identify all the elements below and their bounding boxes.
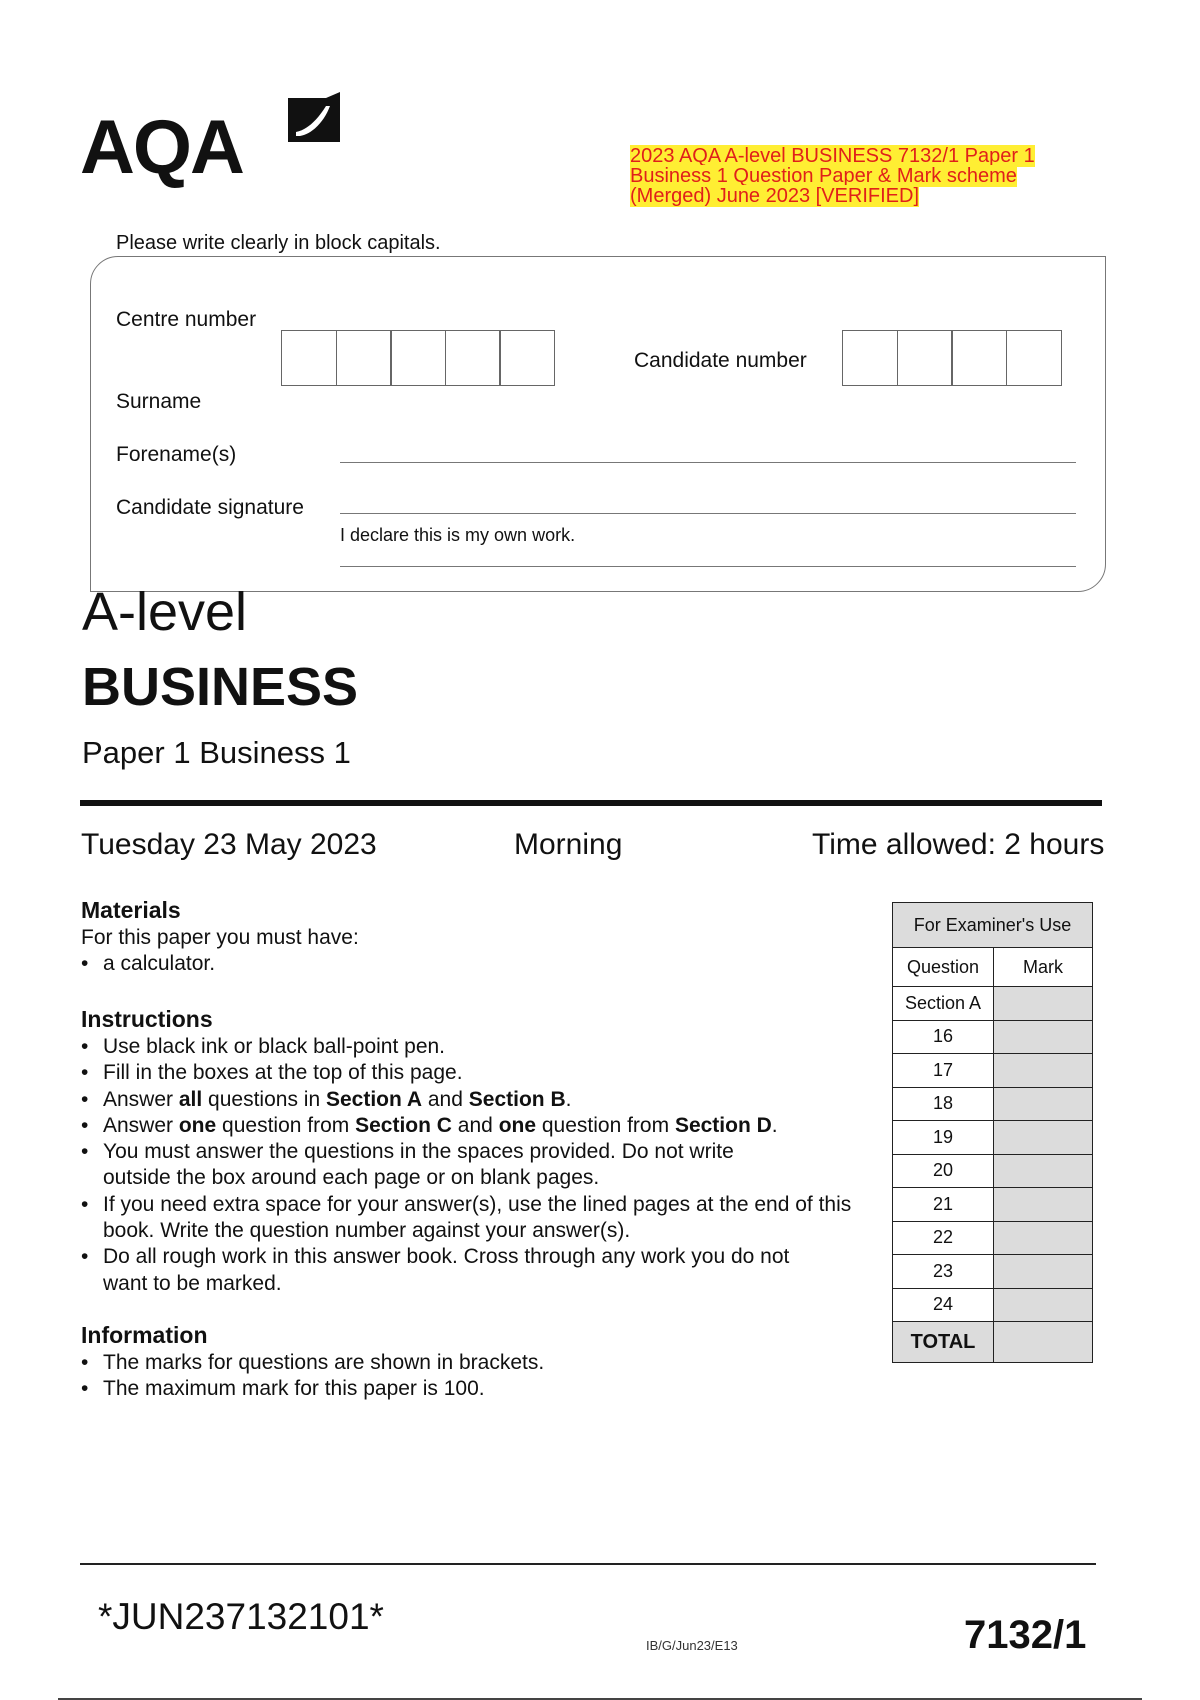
- centre-digit-box[interactable]: [390, 330, 446, 386]
- materials-heading: Materials: [81, 897, 181, 923]
- question-cell: 21: [893, 1188, 994, 1222]
- materials-list: [81, 951, 215, 977]
- block-capitals-hint: Please write clearly in block capitals.: [116, 232, 441, 254]
- list-item: • Answer one question from Section C and one question from Section D.: [81, 1113, 871, 1139]
- mark-column-header: Mark: [994, 948, 1093, 987]
- list-item: • Do all rough work in this answer book. Cross through any work you do not want to be marked.: [81, 1244, 823, 1297]
- reference-code: IB/G/Jun23/E13: [646, 1638, 738, 1653]
- candidate-digit-box[interactable]: [842, 330, 898, 386]
- table-row: [893, 1121, 1093, 1155]
- mark-cell: [994, 1121, 1093, 1155]
- question-cell: 17: [893, 1054, 994, 1088]
- question-cell: 22: [893, 1221, 994, 1255]
- forenames-label: Forename(s): [116, 443, 237, 466]
- table-row: [893, 1087, 1093, 1121]
- mark-cell: [994, 1255, 1093, 1289]
- exam-date: Tuesday 23 May 2023: [81, 828, 377, 861]
- table-row: [893, 1255, 1093, 1289]
- qualification-level: A-level: [82, 582, 248, 642]
- question-cell: 16: [893, 1020, 994, 1054]
- question-cell: 23: [893, 1255, 994, 1289]
- mark-cell: [994, 1054, 1093, 1088]
- mark-cell: [994, 1221, 1093, 1255]
- question-cell: 18: [893, 1087, 994, 1121]
- candidate-number-boxes[interactable]: [842, 330, 1060, 386]
- footer-divider: [80, 1563, 1096, 1565]
- table-row: [893, 1054, 1093, 1088]
- table-row: [893, 1188, 1093, 1222]
- list-item: • Answer all questions in Section A and Section B.: [81, 1087, 871, 1113]
- list-item: • The maximum mark for this paper is 100.: [81, 1376, 544, 1402]
- declaration-line: [340, 566, 1076, 567]
- mark-cell: [994, 1288, 1093, 1322]
- centre-digit-box[interactable]: [336, 330, 392, 386]
- information-list: [81, 1350, 544, 1403]
- paper-title: Paper 1 Business 1: [82, 735, 351, 770]
- question-cell: 24: [893, 1288, 994, 1322]
- table-row: [893, 1154, 1093, 1188]
- list-item: • Use black ink or black ball-point pen.: [81, 1034, 871, 1060]
- aqa-logo-icon: [286, 92, 342, 148]
- question-cell: Section A: [893, 987, 994, 1021]
- centre-digit-box[interactable]: [445, 330, 501, 386]
- examiners-use-title: For Examiner's Use: [893, 903, 1093, 948]
- time-allowed: Time allowed: 2 hours: [812, 828, 1105, 861]
- list-item: • Fill in the boxes at the top of this page.: [81, 1060, 871, 1086]
- subject-title: BUSINESS: [82, 657, 359, 717]
- information-heading: Information: [81, 1322, 208, 1348]
- list-item: • a calculator.: [81, 951, 215, 977]
- exam-session: Morning: [514, 828, 623, 861]
- table-row: [893, 1221, 1093, 1255]
- list-item: • The marks for questions are shown in brackets.: [81, 1350, 544, 1376]
- signature-label: Candidate signature: [116, 496, 304, 519]
- centre-digit-box[interactable]: [281, 330, 337, 386]
- title-divider: [80, 800, 1102, 806]
- instructions-heading: Instructions: [81, 1006, 213, 1032]
- question-column-header: Question: [893, 948, 994, 987]
- candidate-details-box: [90, 256, 1106, 592]
- document-title-watermark: 2023 AQA A-level BUSINESS 7132/1 Paper 1 Business 1 Question Paper & Mark scheme (Merged) June 2023 [VERIFIED]: [630, 145, 1035, 207]
- mark-cell: [994, 1020, 1093, 1054]
- candidate-digit-box[interactable]: [897, 330, 953, 386]
- question-cell: 20: [893, 1154, 994, 1188]
- mark-cell: [994, 1188, 1093, 1222]
- declaration-text: I declare this is my own work.: [340, 525, 576, 545]
- signature-line[interactable]: [340, 513, 1076, 514]
- mark-cell: [994, 1154, 1093, 1188]
- table-row: [893, 987, 1093, 1021]
- paper-code: 7132/1: [964, 1613, 1087, 1657]
- total-mark-cell: [994, 1322, 1093, 1363]
- table-row: [893, 1322, 1093, 1363]
- candidate-number-label: Candidate number: [634, 349, 807, 372]
- centre-number-label: Centre number: [116, 308, 257, 331]
- materials-intro: For this paper you must have:: [81, 926, 359, 949]
- question-cell: 19: [893, 1121, 994, 1155]
- examiners-use-table: [892, 902, 1093, 1363]
- mark-cell: [994, 1087, 1093, 1121]
- list-item: • If you need extra space for your answer(s), use the lined pages at the end of this book. Write the question number against your answer(s).: [81, 1192, 871, 1245]
- table-row: [893, 1020, 1093, 1054]
- candidate-digit-box[interactable]: [1006, 330, 1062, 386]
- barcode-text: *JUN237132101*: [98, 1596, 384, 1637]
- surname-label: Surname: [116, 390, 202, 413]
- forenames-line[interactable]: [340, 462, 1076, 463]
- list-item: • You must answer the questions in the spaces provided. Do not write outside the box around each page or on blank pages.: [81, 1139, 763, 1192]
- aqa-logo: AQA: [80, 105, 243, 190]
- centre-digit-box[interactable]: [499, 330, 555, 386]
- total-label: TOTAL: [893, 1322, 994, 1363]
- candidate-digit-box[interactable]: [951, 330, 1007, 386]
- instructions-list: [81, 1034, 871, 1297]
- mark-cell: [994, 987, 1093, 1021]
- table-row: [893, 1288, 1093, 1322]
- centre-number-boxes[interactable]: [281, 330, 554, 386]
